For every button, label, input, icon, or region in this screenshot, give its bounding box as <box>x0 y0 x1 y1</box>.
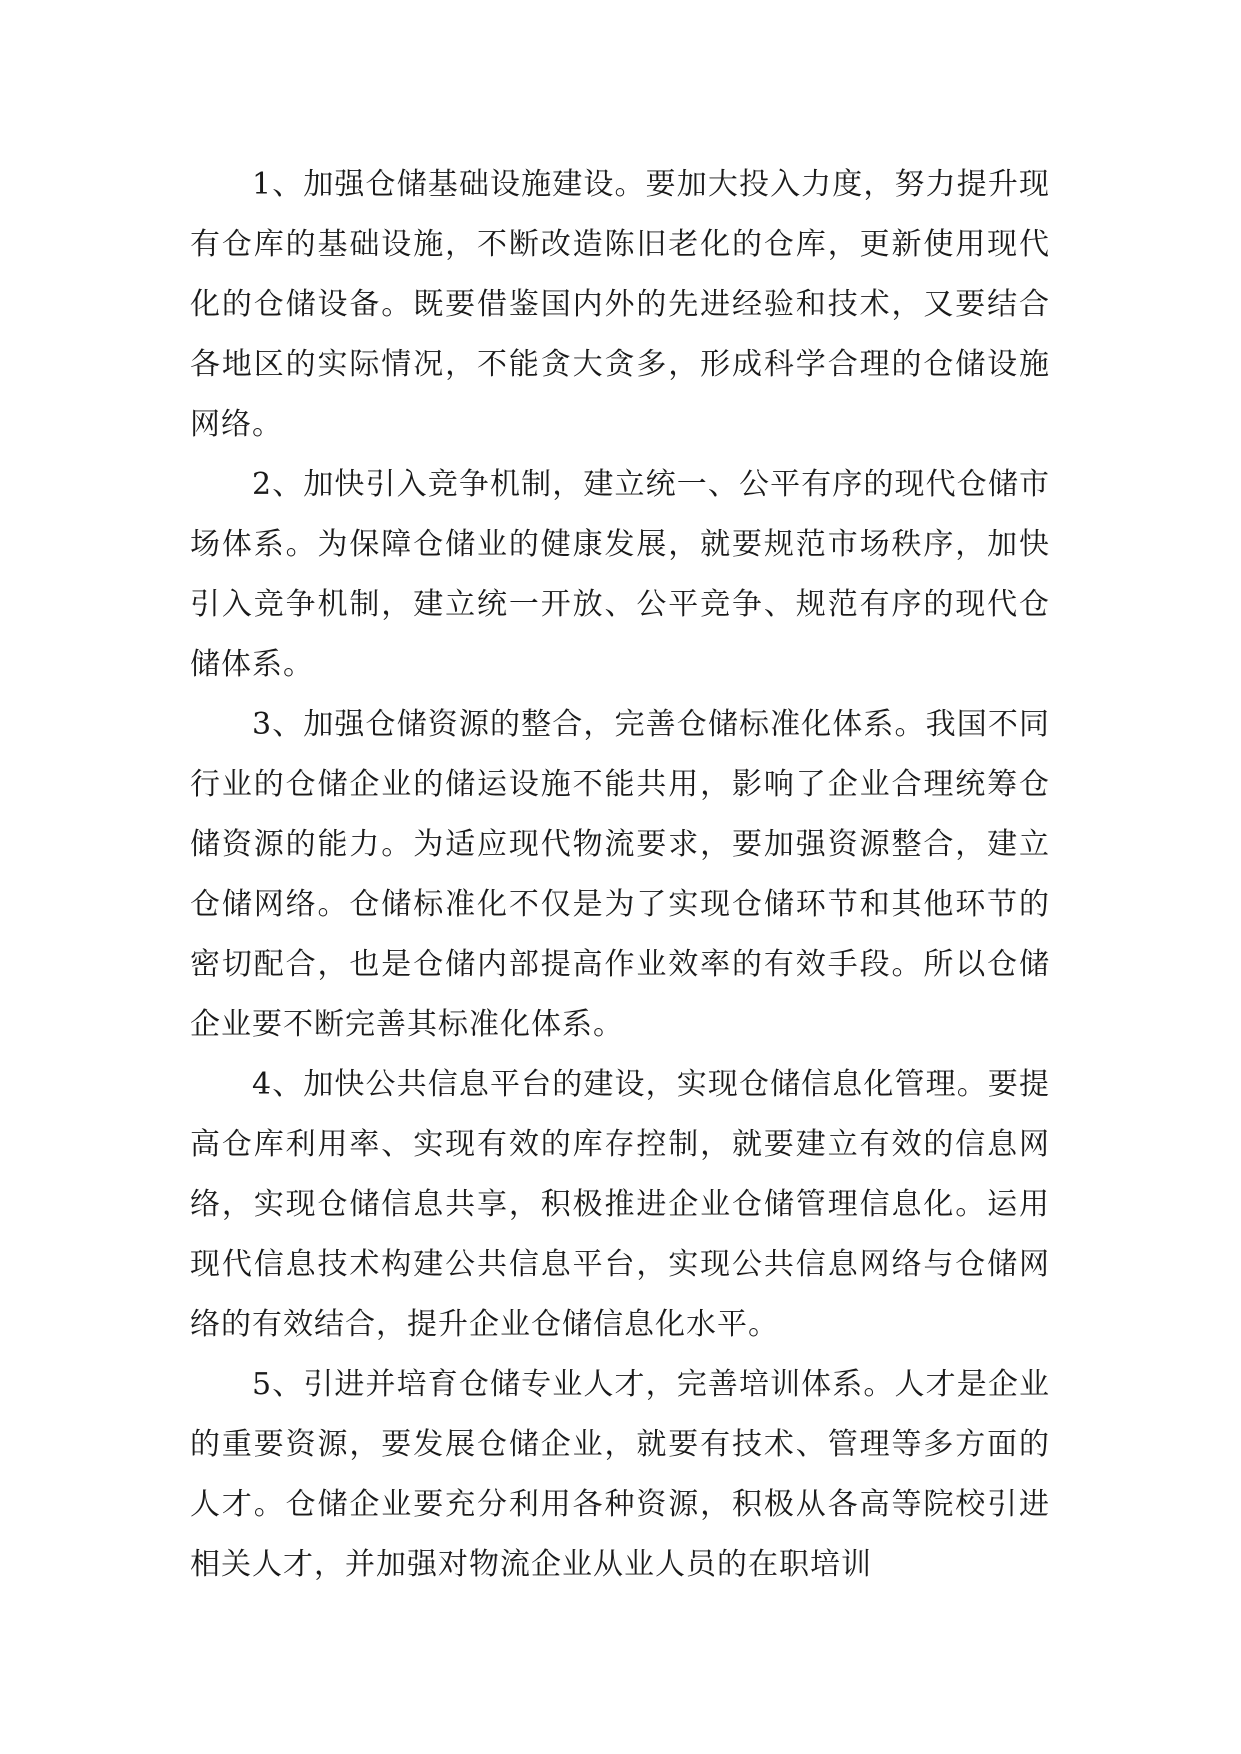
paragraph-2: 2、加快引入竞争机制，建立统一、公平有序的现代仓储市场体系。为保障仓储业的健康发展，就要规范市场秩序，加快引入竞争机制，建立统一开放、公平竞争、规范有序的现代仓储体系。 <box>190 467 1050 682</box>
paragraph-1: 1、加强仓储基础设施建设。要加大投入力度，努力提升现有仓库的基础设施，不断改造陈旧老化的仓库，更新使用现代化的仓储设备。既要借鉴国内外的先进经验和技术，又要结合各地区的实际情况，不能贪大贪多，形成科学合理的仓储设施网络。 <box>190 167 1050 442</box>
paragraph-5: 5、引进并培育仓储专业人才，完善培训体系。人才是企业的重要资源，要发展仓储企业，就要有技术、管理等多方面的人才。仓储企业要充分利用各种资源，积极从各高等院校引进相关人才，并加强对物流企业从业人员的在职培训 <box>190 1367 1050 1582</box>
document-body <box>190 155 1050 1595</box>
paragraph-3: 3、加强仓储资源的整合，完善仓储标准化体系。我国不同行业的仓储企业的储运设施不能共用，影响了企业合理统筹仓储资源的能力。为适应现代物流要求，要加强资源整合，建立仓储网络。仓储标准化不仅是为了实现仓储环节和其他环节的密切配合，也是仓储内部提高作业效率的有效手段。所以仓储企业要不断完善其标准化体系。 <box>190 707 1050 1042</box>
paragraph-4: 4、加快公共信息平台的建设，实现仓储信息化管理。要提高仓库利用率、实现有效的库存控制，就要建立有效的信息网络，实现仓储信息共享，积极推进企业仓储管理信息化。运用现代信息技术构建公共信息平台，实现公共信息网络与仓储网络的有效结合，提升企业仓储信息化水平。 <box>190 1067 1050 1342</box>
